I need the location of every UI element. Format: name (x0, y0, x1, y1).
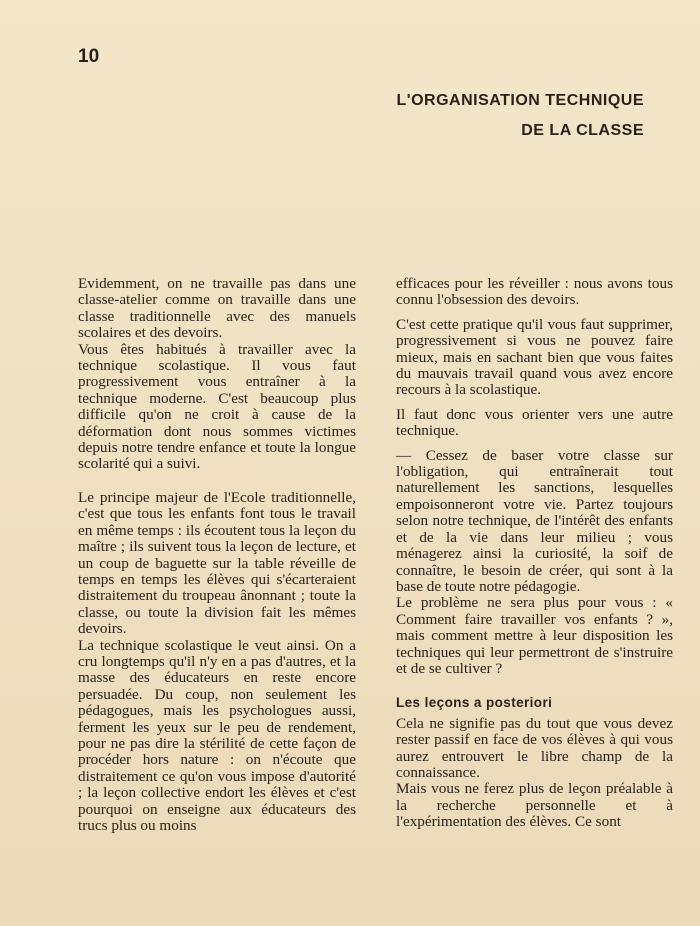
title-line-2: DE LA CLASSE (521, 122, 644, 139)
right-paragraph-5: Le problème ne sera plus pour vous : « Comment faire travailler vos enfants ? », mais comment mettre à leur disposition les techniques qui leur permettront de s'instruire et de se cultiver ? (396, 594, 673, 677)
left-paragraph-2: Vous êtes habitués à travailler avec la technique scolastique. Il vous faut progressivement vous entraîner à la technique moderne. C'est beaucoup plus difficile qu'on ne croit à cause de la déformation dont nous sommes victimes depuis notre tendre enfance et toute la longue scolarité qui a suivi. (78, 340, 356, 473)
left-paragraph-3: Le principe majeur de l'Ecole traditionnelle, c'est que tous les enfants font tous le travail en même temps : ils écoutent tous la leçon du maître ; ils suivent tous la leçon de lecture, et un coup de baguette sur la table réveille de temps en temps les élèves qui s'écarteraient distraitement du troupeau ânonnant ; toute la classe, ou toute la division fait les mêmes devoirs. (78, 488, 356, 638)
right-paragraph-7: Mais vous ne ferez plus de leçon préalable à la recherche personnelle et à l'expérimentation des élèves. Ce sont (396, 780, 673, 831)
title-line-1: L'ORGANISATION TECHNIQUE (396, 92, 644, 109)
page-title (396, 86, 644, 146)
right-column (396, 276, 673, 831)
right-paragraph-1: efficaces pour les réveiller : nous avons tous connu l'obsession des devoirs. (396, 275, 673, 309)
left-paragraph-4: La technique scolastique le veut ainsi. On a cru longtemps qu'il n'y en a pas d'autres, et la masse des éducateurs en reste encore persuadée. Du coup, non seulement les pédagogues, mais les psychologues aussi, ferment les yeux sur le peu de rendement, pour ne pas dire la stérilité de cette façon de procéder hors nature : on n'écoute que distraitement ce qu'on vous impose d'autorité ; la leçon collective endort les élèves et c'est pourquoi on enseigne aux éducateurs des trucs plus ou moins (78, 636, 356, 834)
page-number: 10 (78, 46, 100, 67)
left-paragraph-1: Evidemment, on ne travaille pas dans une classe-atelier comme on travaille dans une classe traditionnelle avec des manuels scolaires et des devoirs. (78, 275, 356, 342)
right-paragraph-6: Cela ne signifie pas du tout que vous devez rester passif en face de vos élèves à qui vous aurez entrouvert le libre champ de la connaissance. (396, 714, 673, 781)
right-paragraph-2: C'est cette pratique qu'il vous faut supprimer, progressivement si vous ne pouvez faire mieux, mais en sachant bien que vous faites du mauvais travail quand vous avez encore recours à la scolastique. (396, 315, 673, 399)
right-paragraph-3: Il faut donc vous orienter vers une autre technique. (396, 405, 673, 440)
right-paragraph-4: — Cessez de baser votre classe sur l'obligation, qui entraînerait tout naturellement les sanctions, lesquelles empoisonneront votre vie. Partez toujours selon notre technique, de l'intérêt des enfants et de la vie dans leur milieu ; vous ménagerez ainsi la curiosité, la soif de connaître, le besoin de créer, qui sont à la base de toute notre pédagogie. (396, 446, 673, 595)
section-subheading: Les leçons a posteriori (396, 695, 553, 711)
left-column (78, 276, 356, 834)
